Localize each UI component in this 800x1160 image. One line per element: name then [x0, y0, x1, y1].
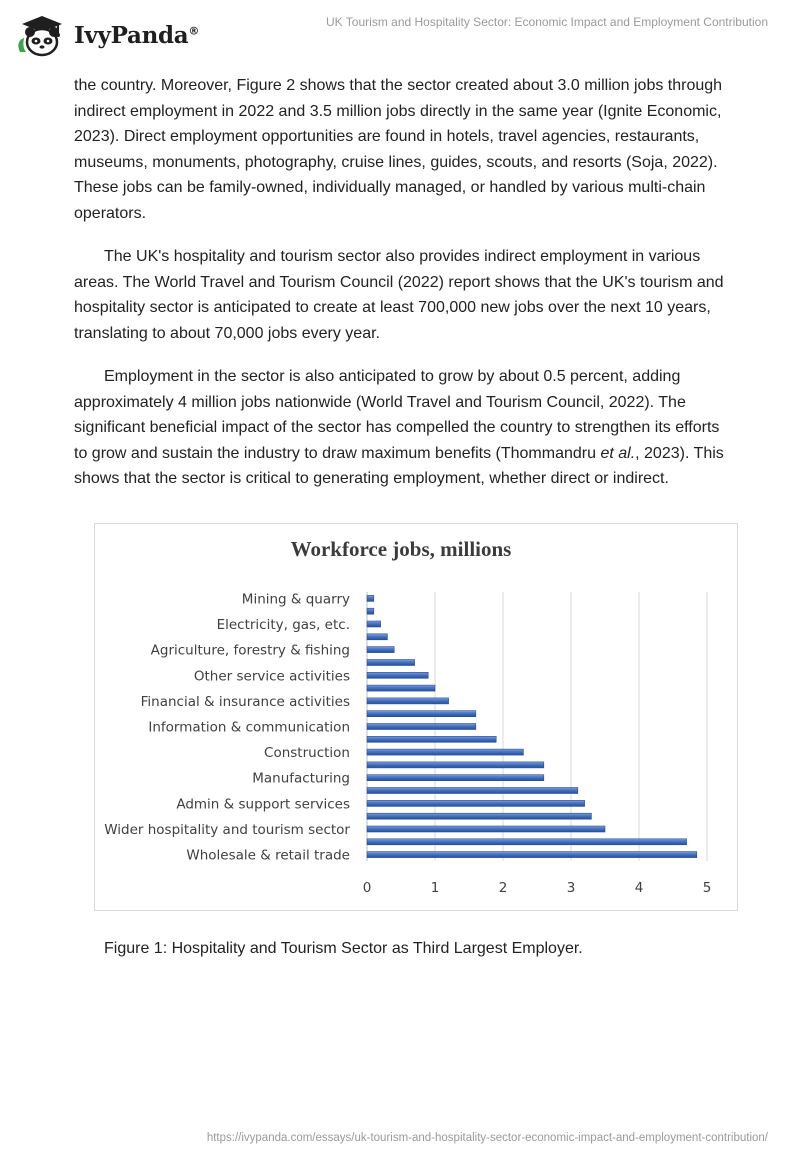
category-label: Information & communication	[148, 719, 350, 736]
bar-0	[367, 595, 374, 601]
bar-8	[367, 698, 449, 704]
page-title: UK Tourism and Hospitality Sector: Economic Impact and Employment Contribution	[326, 15, 768, 29]
bar-20	[367, 852, 697, 858]
category-label: Other service activities	[193, 668, 350, 685]
bar-10	[367, 724, 476, 730]
category-label: Construction	[264, 745, 350, 762]
bar-16	[367, 800, 585, 806]
bar-15	[367, 788, 578, 794]
bar-7	[367, 685, 435, 691]
bar-17	[367, 813, 591, 819]
x-tick-label: 3	[566, 880, 576, 896]
category-label: Admin & support services	[176, 796, 350, 813]
bar-13	[367, 762, 544, 768]
x-tick-label: 5	[702, 880, 712, 896]
brand-logo[interactable]	[14, 10, 204, 60]
bar-18	[367, 826, 605, 832]
paragraph-2: The UK's hospitality and tourism sector also provides indirect employment in various areas. The World Travel and Tourism Council (2022) report shows that the UK's tourism and hospitality sector is anticipated to create at least 700,000 new jobs over the next 10 years, translating to about 70,000 jobs every year.	[74, 248, 724, 342]
source-url[interactable]: https://ivypanda.com/essays/uk-tourism-and-hospitality-sector-economic-impact-and-employment-contribution/	[206, 1132, 768, 1144]
x-tick-label: 1	[430, 880, 440, 896]
x-tick-label: 0	[362, 880, 372, 896]
chart-title: Workforce jobs, millions	[290, 537, 512, 561]
category-label: Wholesale & retail trade	[186, 847, 350, 864]
brand-name: IvyPanda®	[74, 21, 200, 49]
figure-chart-frame	[94, 523, 738, 911]
bar-19	[367, 839, 687, 845]
bar-6	[367, 672, 428, 678]
category-label: Agriculture, forestry & fishing	[150, 642, 350, 659]
bar-9	[367, 711, 476, 717]
bar-12	[367, 749, 523, 755]
bar-3	[367, 634, 387, 640]
x-tick-label: 4	[634, 880, 644, 896]
bar-1	[367, 608, 374, 614]
bar-11	[367, 736, 496, 742]
category-label: Manufacturing	[252, 770, 350, 787]
category-label: Financial & insurance activities	[140, 693, 350, 710]
bar-2	[367, 621, 381, 627]
category-label: Mining & quarry	[241, 591, 350, 608]
category-label: Wider hospitality and tourism sector	[104, 822, 350, 838]
bar-4	[367, 647, 394, 653]
bar-5	[367, 660, 415, 666]
category-label: Electricity, gas, etc.	[216, 617, 350, 633]
paragraph-1: the country. Moreover, Figure 2 shows that the sector created about 3.0 million jobs through indirect employment in 2022 and 3.5 million jobs directly in the same year (Ignite Economic, 2023). Direct employment opportunities are found in hotels, travel agencies, restaurants, museums, monuments, photography, cruise lines, guides, scouts, and resorts (Soja, 2022). These jobs can be family-owned, individually managed, or handled by various multi-chain operators.	[74, 77, 723, 222]
figure-caption: Figure 1: Hospitality and Tourism Sector as Third Largest Employer.	[104, 940, 583, 957]
panda-graduate-icon	[14, 12, 70, 58]
essay-body	[74, 73, 734, 510]
bar-14	[367, 775, 544, 781]
workforce-bar-chart	[95, 524, 737, 910]
x-tick-label: 2	[498, 880, 508, 896]
paragraph-3: Employment in the sector is also anticipated to grow by about 0.5 percent, adding approximately 4 million jobs nationwide (World Travel and Tourism Council, 2022). The significant beneficial impact of the sector has compelled the country to strengthen its efforts to grow and sustain the industry to draw maximum benefits (Thommandru et al., 2023). This shows that the sector is critical to generating employment, whether direct or indirect.	[74, 368, 724, 487]
